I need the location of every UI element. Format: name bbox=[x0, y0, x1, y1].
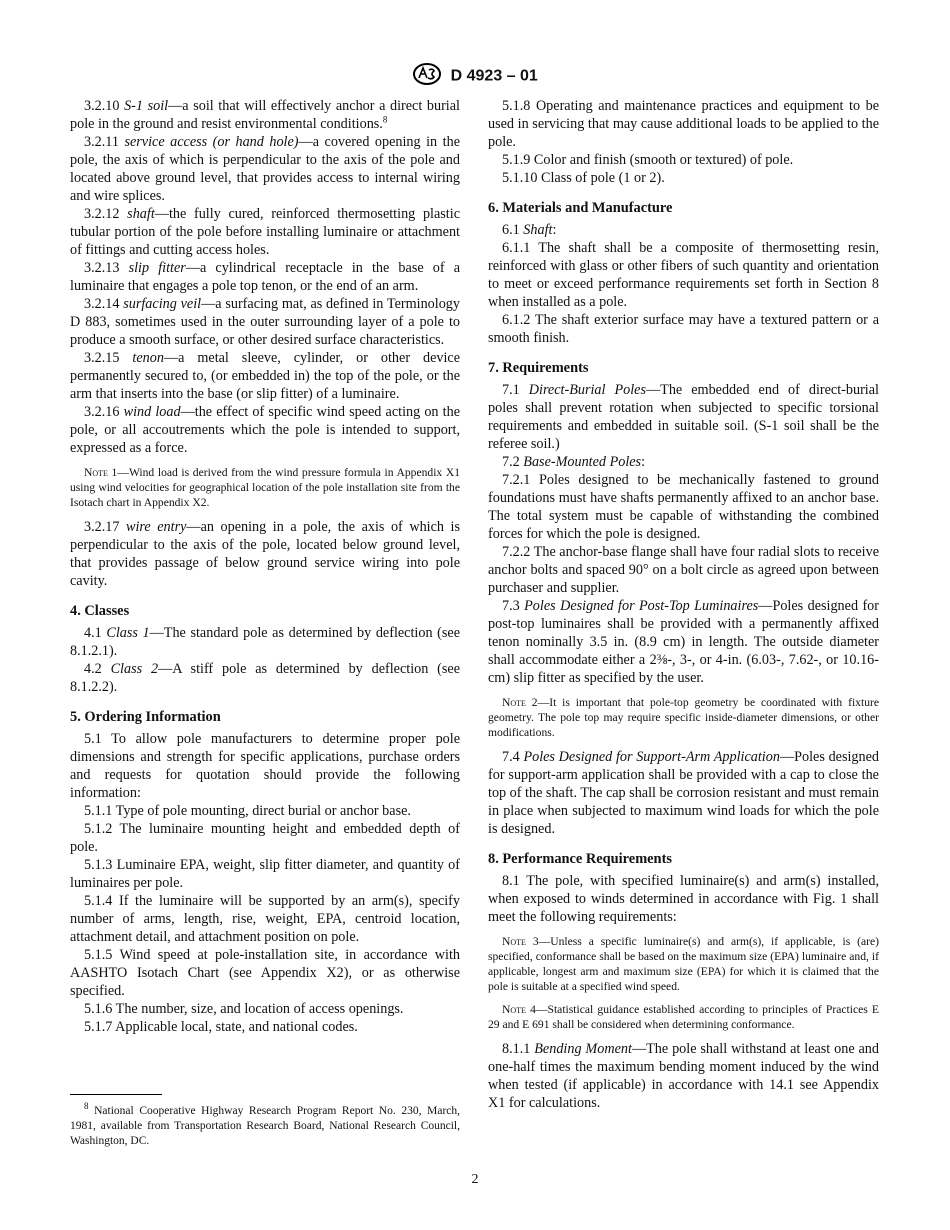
footnote-8: $^8$ National Cooperative Highway Research Program Report No. 230, March, 1981, available from Transportation Research Board, National Research Council, Washington, DC. bbox=[70, 1101, 461, 1147]
heading-ordering-information: 5. Ordering Information bbox=[70, 709, 221, 725]
section-6-1: 6.1 Shaft: bbox=[502, 222, 557, 238]
section-8-1: 8.1 The pole, with specified luminaire(s) and arm(s) installed, when exposed to winds determined in accordance with Fig. 1 shall meet the following requirements: bbox=[488, 873, 879, 925]
section-5-1-8: 5.1.8 Operating and maintenance practices and equipment to be used in servicing that may cause additional loads to be applied to the pole. bbox=[488, 98, 879, 150]
heading-requirements: 7. Requirements bbox=[488, 360, 589, 376]
note-2: Note 2—It is important that pole-top geometry be coordinated with fixture geometry. The pole top may require specific inside-diameter dimensions, or other modifications. bbox=[488, 696, 880, 739]
section-3-2-10: 3.2.10 S-1 soil—a soil that will effectively anchor a direct burial pole in the ground and resist environmental conditions.$^8$ bbox=[70, 98, 460, 132]
section-8-1-1: 8.1.1 Bending Moment—The pole shall withstand at least one and one-half times the maximum bending moment induced by the wind when tested (if applicable) in accordance with 14.1 see Appendix X1 for calculations. bbox=[488, 1041, 879, 1111]
section-6-1-2: 6.1.2 The shaft exterior surface may have a textured pattern or a smooth finish. bbox=[488, 312, 879, 346]
section-5-1-5: 5.1.5 Wind speed at pole-installation site, in accordance with AASHTO Isotach Chart (see Appendix X2), or as otherwise specified. bbox=[70, 947, 460, 999]
note-3: Note 3—Unless a specific luminaire(s) and arm(s), if applicable, is (are) specified, conformance shall be based on the maximum size (EPA) luminaire and, if applicable, longest arm and maximum size (EPA) for which it is claimed that the pole is suitable at a specified wind speed. bbox=[488, 935, 879, 993]
section-7-1: 7.1 Direct-Burial Poles—The embedded end of direct-burial poles shall prevent rotation when subjected to specific torsional requirements and embedded in suitable soil. (S-1 soil shall be the referee soil.) bbox=[488, 382, 879, 452]
section-5-1: 5.1 To allow pole manufacturers to determine proper pole dimensions and strength for specific applications, purchase orders and requests for quotation should provide the following information: bbox=[70, 731, 460, 801]
section-5-1-7: 5.1.7 Applicable local, state, and national codes. bbox=[84, 1019, 358, 1035]
note-1: Note 1—Wind load is derived from the wind pressure formula in Appendix X1 using wind velocities for geographical location of the pole installation site from the Isotach chart in Appendix X2. bbox=[70, 466, 460, 509]
heading-classes: 4. Classes bbox=[70, 603, 130, 619]
section-4-2: 4.2 Class 2—A stiff pole as determined by deflection (see 8.1.2.2). bbox=[70, 661, 461, 695]
section-5-1-4: 5.1.4 If the luminaire will be supported by an arm(s), specify number of arms, length, rise, weight, EPA, centroid location, attachment detail, and attachment position on pole. bbox=[70, 893, 460, 945]
section-3-2-11: 3.2.11 service access (or hand hole)—a covered opening in the pole, the axis of which is perpendicular to the axis of the pole and located above ground level, that provides access to internal wiring and wire splices. bbox=[70, 134, 460, 204]
heading-materials-and-manufacture: 6. Materials and Manufacture bbox=[488, 200, 673, 216]
section-5-1-10: 5.1.10 Class of pole (1 or 2). bbox=[502, 170, 665, 186]
section-3-2-12: 3.2.12 shaft—the fully cured, reinforced thermosetting plastic tubular portion of the pole before installing luminaire or attachment of fittings and cutting access holes. bbox=[70, 206, 460, 258]
section-5-1-1: 5.1.1 Type of pole mounting, direct burial or anchor base. bbox=[84, 803, 411, 819]
section-7-2-1: 7.2.1 Poles designed to be mechanically fastened to ground foundations must have shafts permanently affixed to an anchor base. The total system must be capable of withstanding the combined forces for which the pole is designed. bbox=[488, 472, 879, 542]
section-5-1-6: 5.1.6 The number, size, and location of access openings. bbox=[84, 1001, 404, 1017]
heading-performance-requirements: 8. Performance Requirements bbox=[488, 851, 672, 867]
section-3-2-14: 3.2.14 surfacing veil—a surfacing mat, as defined in Terminology D 883, sometimes used in the outer surrounding layer of a pole to produce a smooth surface, or other desired surface characteristics. bbox=[70, 296, 460, 348]
page-number: 2 bbox=[471, 1172, 479, 1187]
designation: D 4923 – 01 bbox=[450, 67, 538, 85]
section-5-1-2: 5.1.2 The luminaire mounting height and embedded depth of pole. bbox=[70, 821, 460, 855]
section-6-1-1: 6.1.1 The shaft shall be a composite of thermosetting resin, reinforced with glass or other fibers of such quantity and orientation to meet or exceed performance requirements set forth in Section 8 when installed as a pole. bbox=[488, 240, 879, 310]
astm-logo-icon bbox=[412, 62, 442, 91]
page-header bbox=[0, 62, 950, 91]
section-7-2: 7.2 Base-Mounted Poles: bbox=[502, 454, 646, 470]
section-3-2-16: 3.2.16 wind load—the effect of specific wind speed acting on the pole, or all accoutrements which the pole is intended to support, expressed as a force. bbox=[70, 404, 460, 456]
footnote-divider bbox=[70, 1094, 162, 1095]
section-5-1-3: 5.1.3 Luminaire EPA, weight, slip fitter diameter, and quantity of luminaires per pole. bbox=[70, 857, 460, 891]
section-3-2-13: 3.2.13 slip fitter—a cylindrical receptacle in the base of a luminaire that engages a pole top tenon, or the end of an arm. bbox=[70, 260, 461, 294]
section-7-3: 7.3 Poles Designed for Post-Top Luminaires—Poles designed for post-top luminaires shall be provided with a permanently affixed tenon nominally 3.5 in. (8.9 cm) in length. The outside diameter shall accommodate either a 2⅜-, 3-, or 4-in. (6.03-, 7.62-, or 10.16-cm) slip fitter as specified by the user. bbox=[488, 598, 879, 686]
section-7-4: 7.4 Poles Designed for Support-Arm Application—Poles designed for support-arm application shall be provided with a cap to close the top of the shaft. The cap shall be corrosion resistant and must remain in place when subjected to maximum wind loads for which the pole is designed. bbox=[488, 749, 879, 837]
note-4: Note 4—Statistical guidance established according to principles of Practices E 29 and E 691 shall be considered when determining conformance. bbox=[488, 1003, 879, 1031]
section-7-2-2: 7.2.2 The anchor-base flange shall have four radial slots to receive anchor bolts and spaced 90° on a bolt circle as agreed upon between purchaser and supplier. bbox=[488, 544, 879, 596]
section-5-1-9: 5.1.9 Color and finish (smooth or textured) of pole. bbox=[502, 152, 794, 168]
section-3-2-15: 3.2.15 tenon—a metal sleeve, cylinder, or other device permanently secured to, (or embedded in) the top of the pole, or the arm that inserts into the base (or slip fitter) of a luminaire. bbox=[70, 350, 460, 402]
section-4-1: 4.1 Class 1—The standard pole as determined by deflection (see 8.1.2.1). bbox=[70, 625, 461, 659]
right-column bbox=[488, 97, 879, 1112]
section-3-2-17: 3.2.17 wire entry—an opening in a pole, the axis of which is perpendicular to the axis of the pole, located below ground level, that provides passage of below ground service wiring into pole cavity. bbox=[70, 519, 460, 589]
left-column bbox=[70, 97, 460, 1036]
